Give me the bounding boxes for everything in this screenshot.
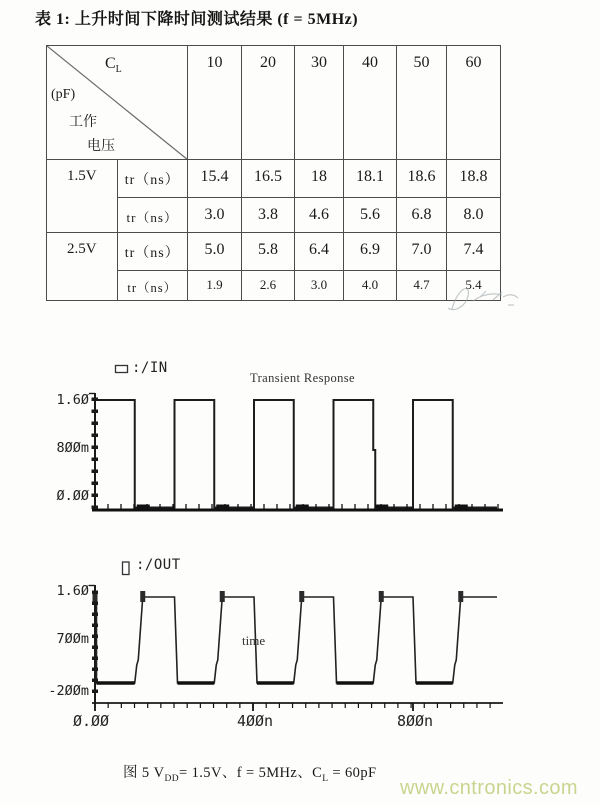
out-legend-label: :/OUT: [136, 557, 181, 573]
voltage-label: 电压: [87, 139, 115, 154]
y-tick-label: Ø.ØØ: [56, 488, 89, 504]
param-cell: tr（ns）: [117, 160, 188, 198]
value-cell: 7.4: [447, 233, 501, 271]
value-cell: 18: [295, 160, 344, 198]
value-cell: 7.0: [397, 233, 447, 271]
working-label: 工作: [69, 115, 97, 130]
value-cell: 18.8: [447, 160, 501, 198]
value-cell: 2.6: [242, 271, 295, 301]
y-tick-label: 7ØØm: [56, 631, 89, 647]
value-cell: 6.4: [295, 233, 344, 271]
out-legend-swatch: [123, 562, 130, 575]
voltage-cell: 1.5V: [47, 160, 118, 233]
y-tick-label: 1.6Ø: [56, 392, 89, 408]
value-cell: 18.6: [397, 160, 447, 198]
value-cell: 5.6: [344, 198, 397, 233]
value-cell: 6.9: [344, 233, 397, 271]
x-tick-label: Ø.ØØ: [72, 712, 110, 730]
in-legend-swatch: [116, 366, 128, 373]
in-legend-label: :/IN: [132, 360, 168, 376]
param-cell: tr（ns）: [117, 271, 188, 301]
value-cell: 3.0: [188, 198, 242, 233]
col-header: 30: [295, 46, 344, 160]
col-header: 60: [447, 46, 501, 160]
value-cell: 1.9: [188, 271, 242, 301]
pf-unit-label: (pF): [51, 87, 76, 102]
table-title: 表 1: 上升时间下降时间测试结果 (f = 5MHz): [35, 11, 359, 28]
value-cell: 5.4: [447, 271, 501, 301]
value-cell: 4.0: [344, 271, 397, 301]
col-header: 50: [397, 46, 447, 160]
x-axis-title: time: [242, 633, 266, 648]
value-cell: 16.5: [242, 160, 295, 198]
x-tick-label: 4ØØn: [236, 712, 274, 730]
value-cell: 6.8: [397, 198, 447, 233]
chart-title: Transient Response: [250, 371, 356, 385]
y-tick-label: 1.6Ø: [56, 583, 89, 599]
figure-caption: 图 5 $V_{DD}= 1.5V$、f = 5MHz、$C_L = 60pF$: [123, 765, 377, 784]
voltage-cell: 2.5V: [47, 233, 118, 301]
col-header: 20: [242, 46, 295, 160]
value-cell: 5.8: [242, 233, 295, 271]
value-cell: 5.0: [188, 233, 242, 271]
y-tick-label: 8ØØm: [56, 440, 89, 456]
site-watermark: www.cntronics.com: [400, 777, 578, 799]
col-header: 40: [344, 46, 397, 160]
param-cell: tr（ns）: [117, 233, 188, 271]
value-cell: 3.0: [295, 271, 344, 301]
value-cell: 18.1: [344, 160, 397, 198]
value-cell: 15.4: [188, 160, 242, 198]
x-tick-label: 8ØØn: [396, 712, 434, 730]
param-cell: tr（ns）: [117, 198, 188, 233]
col-header: 10: [188, 46, 242, 160]
value-cell: 4.6: [295, 198, 344, 233]
value-cell: 8.0: [447, 198, 501, 233]
y-tick-label: -2ØØm: [48, 683, 89, 699]
cl-header-label: $C_L$: [105, 55, 122, 76]
value-cell: 3.8: [242, 198, 295, 233]
scan-artifact-scribble: [448, 289, 518, 310]
value-cell: 4.7: [397, 271, 447, 301]
